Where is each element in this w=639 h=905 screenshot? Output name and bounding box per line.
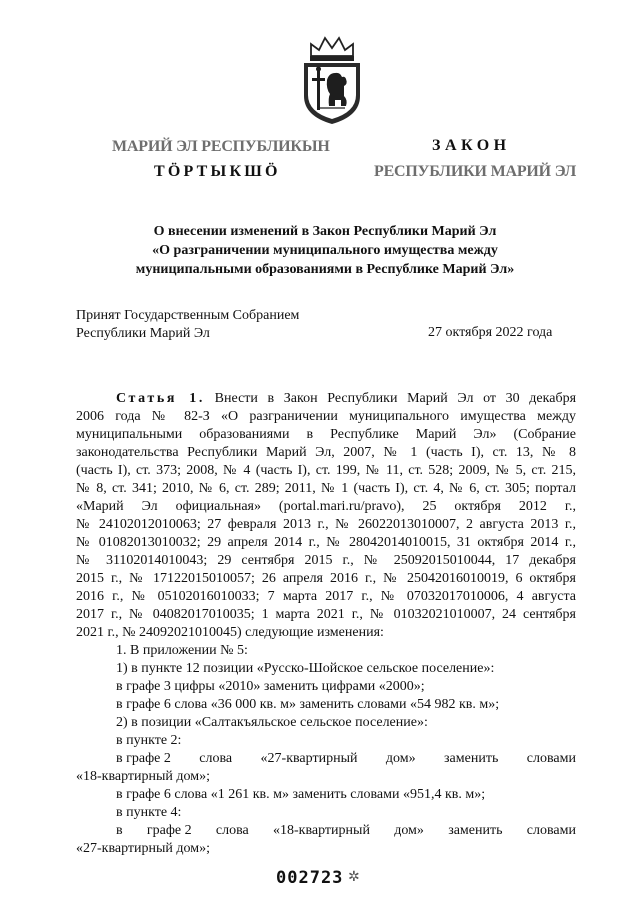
header-law-russian: ЗАКОН	[432, 137, 511, 154]
row-word: дом»	[385, 751, 416, 766]
amendment-item: в графе 3 цифры «2010» заменить цифрами «2000»;	[116, 679, 425, 694]
adoption-note	[76, 307, 299, 343]
law-title-line: «О разграничении муниципального имущества между	[152, 243, 498, 258]
row-word: в	[116, 823, 123, 838]
amendment-item: 2) в позиции «Салтакъяльское сельское поселение»:	[116, 715, 428, 730]
article-first-line-text: Внести в Закон Республики Марий Эл от 30 декабря	[214, 391, 577, 406]
law-title	[60, 222, 590, 279]
amendment-item: в пункте 4:	[116, 805, 182, 820]
article-first-line	[76, 390, 576, 408]
amendment-item: в пункте 2:	[116, 733, 182, 748]
adoption-date: 27 октября 2022 года	[428, 325, 553, 340]
row-word: «27-квартирный	[260, 751, 358, 766]
article-line: 2015 г., № 17122015010057; 26 апреля 2016 г., № 25042016010019, 6 октября	[76, 571, 576, 586]
row-word: заменить	[444, 751, 499, 766]
row-word: словами	[526, 751, 576, 766]
row-word: графе 2	[146, 823, 192, 838]
header-republic-name-russian: РЕСПУБЛИКИ МАРИЙ ЭЛ	[374, 163, 577, 180]
article-line: «Марий Эл официальная» (portal.mari.ru/pravo), 25 октября 2012 г.,	[76, 499, 576, 514]
amendment-item: 1. В приложении № 5:	[116, 643, 248, 658]
law-title-line: О внесении изменений в Закон Республики Марий Эл	[153, 224, 497, 239]
amendment-item: в графе 6 слова «1 261 кв. м» заменить словами «951,4 кв. м»;	[116, 787, 486, 802]
amendment-row-replace-18	[76, 822, 576, 840]
article-line: 2017 г., № 04082017010035; 1 марта 2021 г., № 01032021010007, 24 сентября	[76, 607, 576, 622]
amendment-item: в графе 6 слова «36 000 кв. м» заменить словами «54 982 кв. м»;	[116, 697, 500, 712]
article-heading: Статья 1.	[116, 391, 206, 406]
article-line: муниципальными образованиями в Республике Марий Эл» (Собрание	[76, 427, 576, 442]
row-word: словами	[526, 823, 576, 838]
article-line: № 24102012010063; 27 февраля 2013 г., № 26022013010007, 2 августа 2013 г.,	[76, 517, 576, 532]
adoption-line: Принят Государственным Собранием	[76, 308, 300, 323]
row-word: заменить	[448, 823, 503, 838]
amendment-row-continuation: «18-квартирный дом»;	[76, 769, 211, 784]
row-word: слова	[199, 751, 233, 766]
article-line: № 8, ст. 341; 2010, № 6, ст. 289; 2011, № 1 (часть I), ст. 4, № 6, ст. 305; портал	[76, 481, 576, 496]
article-line: № 01082013010032; 29 апреля 2014 г., № 28042014010015, 31 октября 2014 г.,	[76, 535, 576, 550]
amendment-row-continuation: «27-квартирный дом»;	[76, 841, 211, 856]
article-line: № 31102014010043; 29 сентября 2015 г., № 25092015010044, 17 декабря	[76, 553, 576, 568]
law-title-line: муниципальными образованиями в Республике Марий Эл»	[135, 262, 515, 277]
document-serial-number: 002723	[276, 868, 344, 888]
row-word: дом»	[394, 823, 424, 838]
adoption-line: Республики Марий Эл	[76, 326, 210, 341]
coat-of-arms-icon	[299, 34, 365, 126]
article-line: (часть I), ст. 373; 2008, № 4 (часть I), ст. 199, № 11, ст. 528; 2009, № 5, ст. 215,	[76, 463, 576, 478]
serial-mark-icon: ✲	[348, 870, 360, 885]
row-word: в графе 2	[116, 751, 171, 766]
article-line: законодательства Республики Марий Эл, 2007, № 1 (часть I), ст. 13, № 8	[76, 445, 576, 460]
article-line: 2016 г., № 05102016010033; 7 марта 2017 г., № 07032017010006, 4 августа	[76, 589, 576, 604]
amendment-item: 1) в пункте 12 позиции «Русско-Шойское сельское поселение»:	[116, 661, 495, 676]
header-republic-name-mari: МАРИЙ ЭЛ РЕСПУБЛИКЫН	[112, 138, 330, 155]
row-word: «18-квартирный	[273, 823, 370, 838]
article-line: 2021 г., № 24092021010045) следующие изменения:	[76, 625, 384, 640]
amendment-row-replace-27	[76, 750, 576, 768]
row-word: слова	[215, 823, 249, 838]
header-law-mari: ТӦРТЫКШӦ	[154, 163, 281, 180]
article-line: 2006 года № 82-З «О разграничении муниципального имущества между	[76, 409, 576, 424]
article-body	[76, 390, 576, 858]
